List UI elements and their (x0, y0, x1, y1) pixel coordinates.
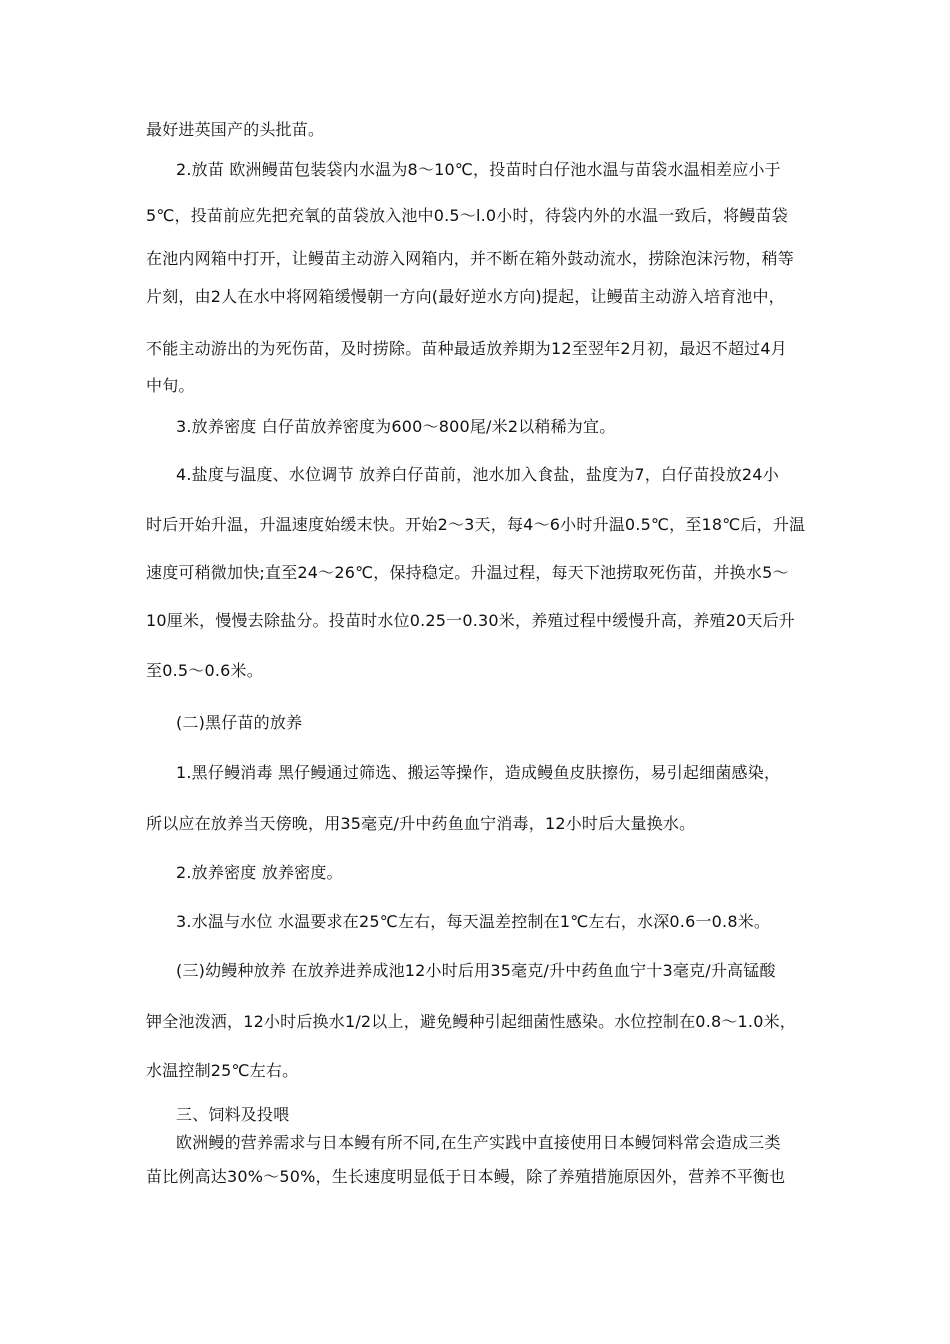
text-line: 10厘米，慢慢去除盐分。投苗时水位0.25一0.30米，养殖过程中缓慢升高，养殖20天后升 (146, 611, 795, 630)
text-line: 3.放养密度 白仔苗放养密度为600～800尾/米2以稍稀为宜。 (176, 417, 616, 436)
text-line: 三、饲料及投喂 (176, 1105, 290, 1124)
text-line: 速度可稍微加快;直至24～26℃，保持稳定。升温过程，每天下池捞取死伤苗，并换水5～ (146, 563, 789, 582)
text-line: 在池内网箱中打开，让鳗苗主动游入网箱内，并不断在箱外鼓动流水，捞除泡沫污物，稍等 (146, 249, 795, 268)
text-line: 欧洲鳗的营养需求与日本鳗有所不同,在生产实践中直接使用日本鳗饲料常会造成三类 (176, 1133, 781, 1152)
text-line: 中旬。 (146, 376, 195, 395)
text-line: 最好进英国产的头批苗。 (146, 120, 325, 139)
text-line: 水温控制25℃左右。 (146, 1061, 299, 1080)
text-line: 时后开始升温，升温速度始缓末快。开始2～3天，每4～6小时升温0.5℃，至18℃后，升温 (146, 515, 806, 534)
text-line: 5℃，投苗前应先把充氧的苗袋放入池中0.5～l.0小时，待袋内外的水温一致后，将鳗苗袋 (146, 206, 788, 225)
text-line: 片刻，由2人在水中将网箱缓慢朝一方向(最好逆水方向)提起，让鳗苗主动游入培育池中， (146, 287, 785, 306)
text-line: 4.盐度与温度、水位调节 放养白仔苗前，池水加入食盐，盐度为7，白仔苗投放24小 (176, 465, 779, 484)
text-line: 2.放苗 欧洲鳗苗包装袋内水温为8～10℃，投苗时白仔池水温与苗袋水温相差应小于 (176, 160, 781, 179)
text-line: (三)幼鳗种放养 在放养进养成池12小时后用35毫克/升中药鱼血宁十3毫克/升高锰酸 (176, 961, 776, 980)
text-line: 不能主动游出的为死伤苗，及时捞除。苗种最适放养期为12至翌年2月初，最迟不超过4月 (146, 339, 787, 358)
text-line: 至0.5～0.6米。 (146, 661, 263, 680)
text-line: 1.黑仔鳗消毒 黑仔鳗通过筛选、搬运等操作，造成鳗鱼皮肤擦伤，易引起细菌感染， (176, 763, 781, 782)
text-line: 苗比例高达30%～50%，生长速度明显低于日本鳗，除了养殖措施原因外，营养不平衡也 (146, 1167, 786, 1186)
text-line: 钾全池泼洒，12小时后换水1/2以上，避免鳗种引起细菌性感染。水位控制在0.8～1.0米， (146, 1012, 797, 1031)
text-line: 所以应在放养当天傍晚，用35毫克/升中药鱼血宁消毒，12小时后大量换水。 (146, 814, 696, 833)
text-line: (二)黑仔苗的放养 (176, 713, 303, 732)
text-line: 2.放养密度 放养密度。 (176, 863, 343, 882)
text-line: 3.水温与水位 水温要求在25℃左右，每天温差控制在1℃左右，水深0.6一0.8米。 (176, 912, 771, 931)
